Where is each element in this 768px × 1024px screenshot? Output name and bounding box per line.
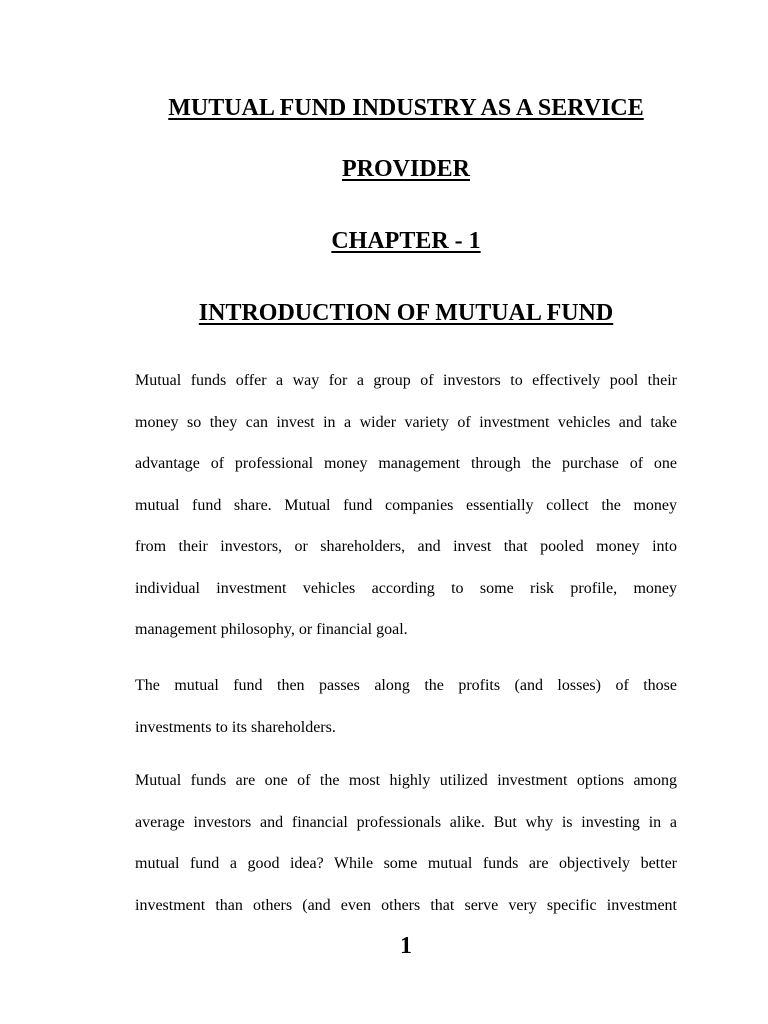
paragraph-line: management philosophy, or financial goal. (135, 621, 408, 638)
document-title-line-2: PROVIDER (341, 156, 470, 182)
paragraph-line: average investors and financial professionals alike. But why is investing in a (135, 813, 677, 831)
paragraph-line: mutual fund a good idea? While some mutual funds are objectively better (135, 855, 677, 872)
paragraph-1 (135, 360, 677, 651)
paragraph-line: individual investment vehicles according to some risk profile, money (135, 579, 677, 597)
page-number: 1 (400, 933, 412, 959)
paragraph-line: from their investors, or shareholders, and invest that pooled money into (135, 538, 677, 555)
paragraph-line: advantage of professional money management through the purchase of one (135, 455, 677, 472)
paragraph-line: money so they can invest in a wider variety of investment vehicles and take (135, 413, 677, 431)
paragraph-line: Mutual funds are one of the most highly utilized investment options among (135, 772, 677, 789)
paragraph-line: Mutual funds offer a way for a group of investors to effectively pool their (135, 372, 677, 389)
chapter-heading: CHAPTER - 1 (331, 228, 481, 254)
paragraph-line: The mutual fund then passes along the profits (and losses) of those (135, 677, 677, 694)
paragraph-line: mutual fund share. Mutual fund companies essentially collect the money (135, 496, 677, 514)
section-heading: INTRODUCTION OF MUTUAL FUND (198, 300, 614, 326)
paragraph-3 (135, 760, 677, 926)
document-title-line-1: MUTUAL FUND INDUSTRY AS A SERVICE (168, 95, 644, 121)
paragraph-2 (135, 665, 677, 748)
paragraph-line: investments to its shareholders. (135, 718, 336, 736)
paragraph-line: investment than others (and even others that serve very specific investment (135, 896, 677, 914)
